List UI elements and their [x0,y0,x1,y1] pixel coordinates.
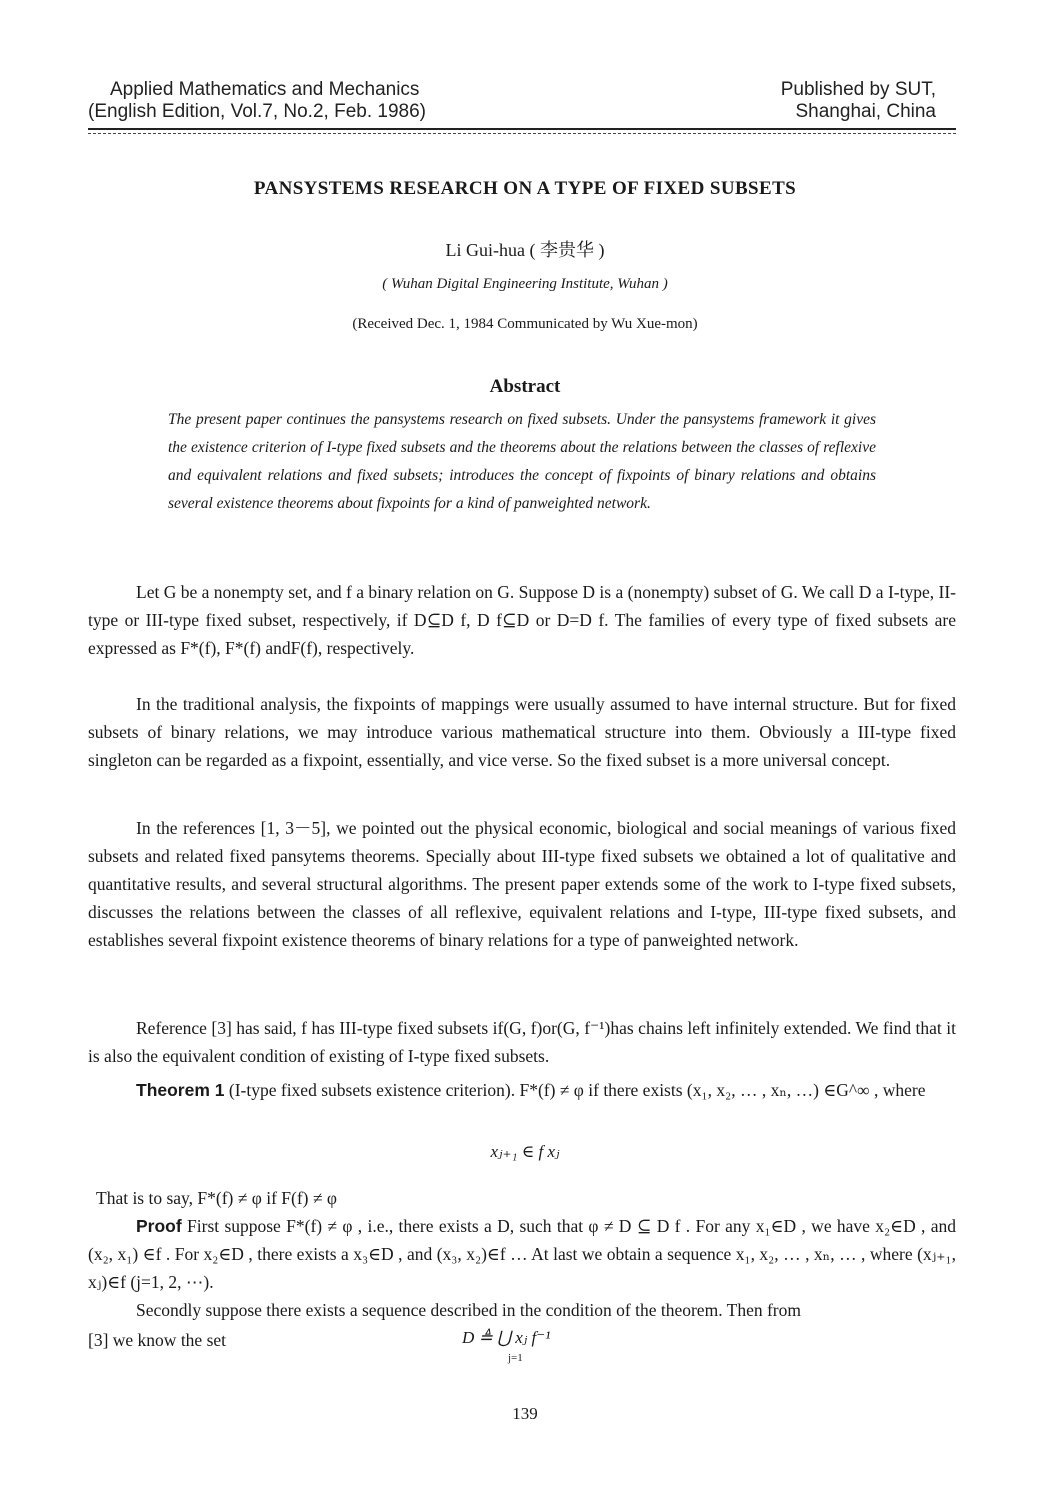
abstract-heading: Abstract [489,376,561,397]
journal-edition: (English Edition, Vol.7, No.2, Feb. 1986) [88,101,426,122]
header-rule [88,128,956,130]
paragraph-7: [3] we know the set [88,1330,227,1350]
set-formula: D ≜ ⋃ xⱼ f⁻¹ [462,1328,551,1347]
paragraph-1: Let G be a nonempty set, and f a binary relation on G. Suppose D is a (nonempty) subset of G. We call D a I-type, II-type or III-type fixed subset, respectively, if D⊆D f, D f⊆D or D=D f. The families of every type of fixed subsets are expressed as F*(f), F*(f) andF(f), respectively. [88,582,956,658]
proof [88,1212,956,1296]
received-note: (Received Dec. 1, 1984 Communicated by Wu Xue-mon) [352,316,698,332]
proof-label: Proof [136,1216,182,1236]
publisher-location: Shanghai, China [795,101,936,122]
paragraph-6: Secondly suppose there exists a sequence described in the condition of the theorem. Then from [136,1300,801,1320]
publisher: Published by SUT, [780,79,936,100]
paragraph-4: Reference [3] has said, f has III-type fixed subsets if(G, f)or(G, f⁻¹)has chains left infinitely extended. We find that it is also the equivalent condition of existing of I-type fixed subsets. [88,1018,956,1066]
paragraph-2: In the traditional analysis, the fixpoints of mappings were usually assumed to have internal structure. But for fixed subsets of binary relations, we may introduce various mathematical structure into them. Obviously a III-type fixed singleton can be regarded as a fixpoint, essentially, and vice verse. So the fixed subset is a more universal concept. [88,694,956,770]
theorem-1 [88,1076,956,1104]
theorem-text: (I-type fixed subsets existence criterion). F*(f) ≠ φ if there exists (x₁, x₂, … , xₙ, …) ∈G^∞ , where [224,1080,926,1100]
author: Li Gui-hua ( 李贵华 ) [445,240,605,260]
abstract-text: The present paper continues the pansystems research on fixed subsets. Under the pansystems framework it gives the existence criterion of I-type fixed subsets and the theorems about the relations between the classes of reflexive and equivalent relations and fixed subsets; introduces the concept of fixpoints of binary relations and obtains several existence theorems about fixpoints for a kind of panweighted network. [168,411,876,512]
page-number: 139 [512,1404,538,1423]
set-formula-subscript: j=1 [508,1352,523,1364]
affiliation: ( Wuhan Digital Engineering Institute, Wuhan ) [382,276,668,292]
paper-title: PANSYSTEMS RESEARCH ON A TYPE OF FIXED SUBSETS [253,178,797,199]
header-rule-dashed [88,133,956,134]
theorem-formula: xⱼ₊₁ ∈ f xⱼ [490,1142,560,1161]
paragraph-3: In the references [1, 3－5], we pointed out the physical economic, biological and social meanings of various fixed subsets and related fixed pansytems theorems. Specially about III-type fixed subsets we obtained a lot of qualitative and quantitative results, and several structural algorithms. The present paper extends some of the work to I-type fixed subsets, discusses the relations between the classes of all reflexive, equivalent relations and I-type, III-type fixed subsets, and establishes several fixpoint existence theorems of binary relations for a type of panweighted network. [88,818,956,950]
theorem-label: Theorem 1 [136,1080,225,1100]
journal-name: Applied Mathematics and Mechanics [110,79,420,100]
paragraph-5: That is to say, F*(f) ≠ φ if F(f) ≠ φ [96,1188,337,1208]
proof-text: First suppose F*(f) ≠ φ , i.e., there exists a D, such that φ ≠ D ⊆ D f . For any x₁∈D , we have x₂∈D , and (x₂, x₁) ∈f . For x₂∈D , there exists a x₃∈D , and (x₃, x₂)∈f … At last we obtain a sequence x₁, x₂, … , xₙ, … , where (xⱼ₊₁, xⱼ)∈f (j=1, 2, ⋯). [88,1216,956,1292]
